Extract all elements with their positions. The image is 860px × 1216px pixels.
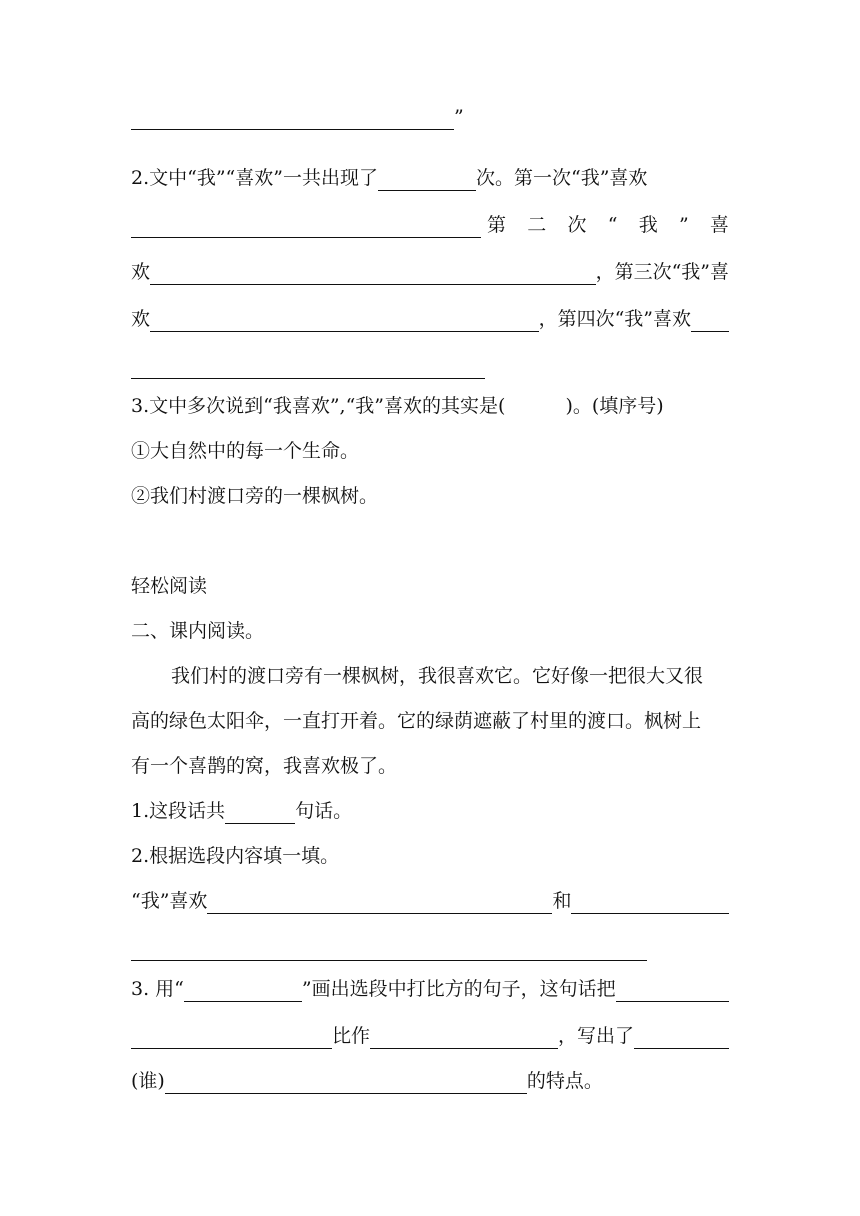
question-text: “我”喜欢 <box>131 890 208 912</box>
question-text: 欢 <box>131 261 151 283</box>
blank-line[interactable] <box>165 1071 527 1094</box>
blank-line[interactable] <box>131 107 454 130</box>
heading-text: 轻松阅读 <box>131 575 208 597</box>
question-2a-line-3 <box>131 253 729 289</box>
blank-line[interactable] <box>207 891 552 914</box>
question-2b <box>131 837 729 873</box>
section-heading <box>131 567 729 603</box>
blank-count[interactable] <box>378 168 476 191</box>
blank-line[interactable] <box>150 262 596 285</box>
blank-line[interactable] <box>634 1026 729 1049</box>
question-text: 句话。 <box>295 800 353 822</box>
char: 我 <box>638 214 658 236</box>
blank-line[interactable] <box>131 1026 332 1049</box>
passage-line-1 <box>131 657 729 693</box>
question-2a-line-4 <box>131 300 729 336</box>
question-text: 和 <box>552 890 572 912</box>
question-text: 2.根据选段内容填一填。 <box>131 845 340 867</box>
option-1 <box>131 432 729 468</box>
question-text: 比作 <box>332 1025 371 1047</box>
char: 次 <box>567 214 587 236</box>
char: 喜 <box>709 214 729 236</box>
question-2a-line-5 <box>131 347 729 383</box>
question-text: 2.文中“我”“喜欢”一共出现了 <box>131 167 378 189</box>
question-text: ”画出选段中打比方的句子，这句话把 <box>301 978 616 1000</box>
char: “ <box>607 214 618 236</box>
question-3a <box>131 387 729 423</box>
blank-line[interactable] <box>184 979 302 1002</box>
blank-line[interactable] <box>131 215 481 238</box>
spaced-text <box>487 213 729 242</box>
question-3b-line-2 <box>131 1017 729 1053</box>
section-subheading <box>131 612 729 648</box>
question-text: 欢 <box>131 308 151 330</box>
question-text: 的特点。 <box>526 1070 603 1092</box>
question-text: 3.文中多次说到“我喜欢”,“我”喜欢的其实是( <box>131 395 506 417</box>
question-text: ，第四次“我”喜欢 <box>538 308 691 330</box>
blank-line[interactable] <box>691 309 729 332</box>
question-text: (谁) <box>131 1070 165 1092</box>
option-text: ②我们村渡口旁的一棵枫树。 <box>131 485 379 507</box>
passage-text: 有一个喜鹊的窝，我喜欢极了。 <box>131 755 398 777</box>
question-2b-line-1 <box>131 882 729 918</box>
question-3b-line-3 <box>131 1062 729 1098</box>
question-2a-line-2 <box>131 206 729 242</box>
question-text: ，写出了 <box>558 1025 635 1047</box>
question-text: 1.这段话共 <box>131 800 226 822</box>
question-text: 3. 用“ <box>131 978 184 1000</box>
subheading-text: 二、课内阅读。 <box>131 620 265 642</box>
blank-line[interactable] <box>150 309 539 332</box>
blank-line[interactable] <box>370 1026 558 1049</box>
question-text: 次。第一次“我”喜欢 <box>475 167 648 189</box>
blank-line[interactable] <box>225 801 295 824</box>
question-3b-line-1 <box>131 970 729 1006</box>
option-text: ①大自然中的每一个生命。 <box>131 440 360 462</box>
blank-line[interactable] <box>616 979 729 1002</box>
answer-line-continuation <box>131 98 729 134</box>
passage-text: 我们村的渡口旁有一棵枫树，我很喜欢它。它好像一把很大又很 <box>171 665 704 687</box>
question-1b <box>131 792 729 828</box>
close-quote: ” <box>454 106 464 128</box>
blank-line[interactable] <box>131 938 647 961</box>
answer-paren-blank[interactable] <box>505 418 565 423</box>
passage-line-3 <box>131 747 729 783</box>
question-text: ，第三次“我”喜 <box>595 261 729 283</box>
passage-line-2 <box>131 702 729 738</box>
question-2a-line-1 <box>131 159 729 195</box>
question-2b-line-2 <box>131 929 729 965</box>
passage-text: 高的绿色太阳伞，一直打开着。它的绿荫遮蔽了村里的渡口。枫树上 <box>131 710 702 732</box>
blank-line[interactable] <box>571 891 729 914</box>
option-2 <box>131 477 729 513</box>
char: 第 <box>487 214 507 236</box>
char: 二 <box>527 214 547 236</box>
question-text: )。(填序号) <box>565 395 664 417</box>
char: ” <box>678 214 689 236</box>
blank-line[interactable] <box>131 356 485 379</box>
